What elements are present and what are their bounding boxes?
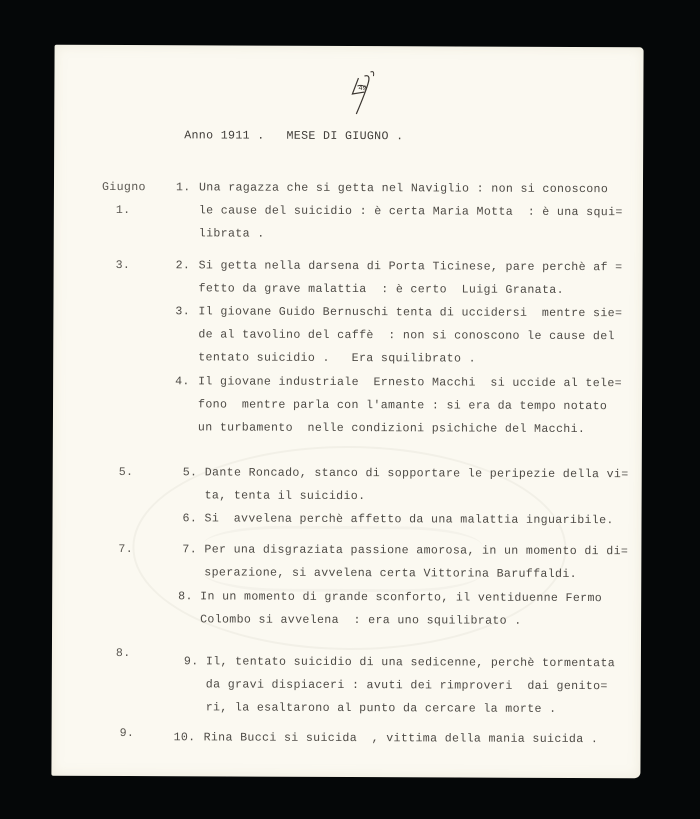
entry-date: 3. bbox=[115, 258, 131, 273]
entry-line: Colombo si avvelena : era uno squilibrato . bbox=[200, 613, 522, 628]
entry-number: 2. bbox=[175, 259, 191, 273]
entry-line: Il giovane Guido Bernuschi tenta di uccidersi mentre sie= bbox=[198, 305, 623, 321]
entry-line: tentato suicidio . Era squilibrato . bbox=[198, 351, 476, 366]
entry-line: Il, tentato suicidio di una sedicenne, perchè tormentata bbox=[205, 655, 616, 671]
entry-date: 1. bbox=[115, 203, 131, 218]
entry-line: de al tavolino del caffè : non si conoscono le cause del bbox=[198, 328, 615, 344]
entry-line: Una ragazza che si getta nel Naviglio : non si conoscono bbox=[198, 181, 609, 197]
handwritten-folio-number bbox=[344, 68, 384, 120]
entry-number: 10. bbox=[173, 731, 196, 745]
svg-text:49: 49 bbox=[358, 85, 367, 94]
watermark-text-band bbox=[202, 525, 482, 592]
entry-date: 7. bbox=[118, 543, 134, 557]
entry-date: 8. bbox=[115, 646, 131, 661]
entry-line: Dante Roncado, stanco di sopportare le peripezie della vi= bbox=[204, 466, 629, 482]
page-heading: Anno 1911 . MESE DI GIUGNO . bbox=[184, 129, 404, 144]
entry-line: librata . bbox=[198, 227, 265, 241]
entry-number: 3. bbox=[175, 305, 191, 319]
entry-number: 7. bbox=[182, 543, 198, 557]
document-page bbox=[51, 45, 643, 779]
entry-line: Rina Bucci si suicida , vittima della mania suicida . bbox=[203, 731, 599, 747]
entry-line: Si avvelena perchè affetto da una malattia inguaribile. bbox=[204, 512, 614, 528]
entry-line: Si getta nella darsena di Porta Ticinese, pare perchè af = bbox=[198, 259, 623, 275]
entry-number: 6. bbox=[182, 512, 198, 526]
entry-line: ta, tenta il suicidio. bbox=[204, 489, 366, 504]
entry-line: Per una disgraziata passione amorosa, in un momento di di= bbox=[204, 543, 629, 559]
entry-line: un turbamento nelle condizioni psichiche del Macchi. bbox=[197, 421, 586, 437]
entry-line: le cause del suicidio : è certa Maria Motta : è una squi= bbox=[198, 204, 623, 220]
entry-number: 1. bbox=[175, 181, 191, 195]
entry-line: sperazione, si avvelena certa Vittorina Baruffaldi. bbox=[204, 566, 578, 582]
month-label: Giugno bbox=[101, 180, 146, 195]
entry-line: fetto da grave malattia : è certo Luigi Granata. bbox=[198, 282, 564, 297]
entry-number: 8. bbox=[178, 590, 193, 604]
entry-number: 4. bbox=[175, 375, 190, 389]
entry-line: da gravi dispiaceri : avuti dei rimproveri dai genito= bbox=[205, 678, 608, 694]
entry-date: 9. bbox=[119, 727, 135, 741]
entry-number: 5. bbox=[182, 466, 198, 480]
entry-line: Il giovane industriale Ernesto Macchi si uccide al tele= bbox=[198, 375, 622, 391]
entry-line: In un momento di grande sconforto, il ventiduenne Fermo bbox=[200, 590, 603, 606]
entry-number: 9. bbox=[183, 655, 199, 669]
entry-line: ri, la esaltarono al punto da cercare la morte . bbox=[205, 701, 557, 716]
entry-date: 5. bbox=[118, 466, 134, 480]
entry-line: fono mentre parla con l'amante : si era da tempo notato bbox=[197, 398, 608, 414]
